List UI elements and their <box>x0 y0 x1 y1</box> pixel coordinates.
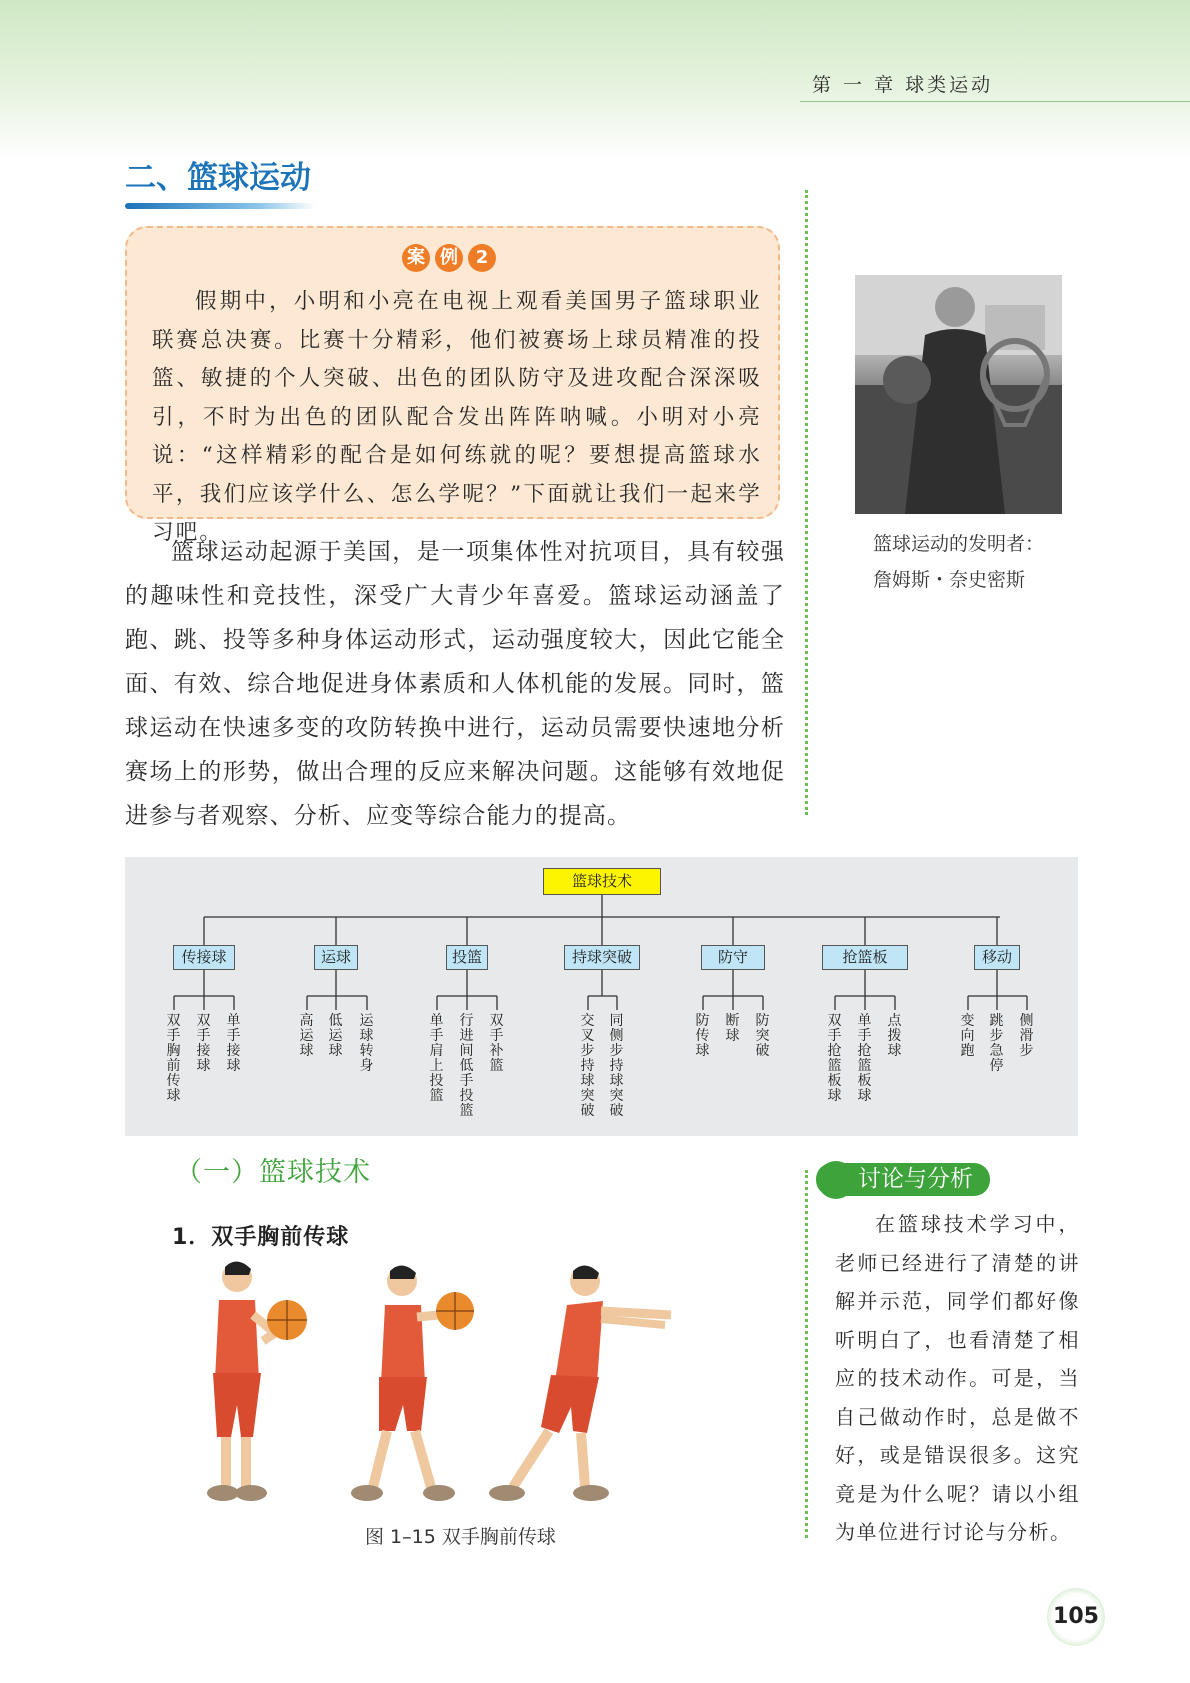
case-badge-number: 2 <box>468 244 496 272</box>
inventor-photo <box>855 275 1062 514</box>
section-underline <box>125 203 315 209</box>
tree-category-defense: 防守 <box>701 945 765 970</box>
chest-pass-illustration <box>195 1255 735 1514</box>
tree-leaf: 防突破 <box>755 1013 770 1059</box>
item-title: 1．双手胸前传球 <box>172 1225 350 1250</box>
technique-tree-diagram <box>125 857 1078 1136</box>
tree-leaf: 防传球 <box>695 1013 710 1059</box>
tree-leaf: 点拨球 <box>887 1013 902 1059</box>
tree-leaf: 跳步急停 <box>989 1013 1004 1074</box>
case-badge <box>402 244 496 272</box>
tree-leaf: 断球 <box>725 1013 740 1044</box>
header-band <box>0 0 1190 160</box>
page-number: 105 <box>1047 1588 1105 1646</box>
header-divider <box>800 101 1190 102</box>
section-title: 二、篮球运动 <box>125 160 311 196</box>
discussion-paragraph: 在篮球技术学习中，老师已经进行了清楚的讲解并示范，同学们都好像听明白了，也看清楚了相应的技术动作。可是，当自己做动作时，总是做不好，或是错误很多。这究竟是为什么呢？请以小组为单位进行讨论与分析。 <box>835 1212 1080 1544</box>
player-pose-2 <box>351 1265 474 1501</box>
tree-leaf: 变向跑 <box>960 1013 975 1059</box>
tree-category-dribble: 运球 <box>314 945 358 970</box>
tree-leaf: 低运球 <box>328 1013 343 1059</box>
photo-caption-line-1: 篮球运动的发明者： <box>873 533 1045 555</box>
subsection-title: （一）篮球技术 <box>175 1157 371 1188</box>
column-divider-bottom <box>805 1170 808 1538</box>
tree-leaf: 单手抢篮板球 <box>857 1013 872 1104</box>
tree-category-move: 移动 <box>974 945 1020 970</box>
tree-leaf: 行进间低手投篮 <box>459 1013 474 1119</box>
tree-leaf: 双手补篮 <box>489 1013 504 1074</box>
tree-leaf: 运球转身 <box>359 1013 374 1074</box>
case-badge-char-1: 案 <box>402 244 430 272</box>
tree-leaf: 单手肩上投篮 <box>429 1013 444 1104</box>
tree-leaf: 同侧步持球突破 <box>609 1013 624 1119</box>
tree-leaf: 高运球 <box>299 1013 314 1059</box>
player-pose-3 <box>489 1265 671 1501</box>
tree-leaf: 交叉步持球突破 <box>580 1013 595 1119</box>
figure-caption: 图 1–15 双手胸前传球 <box>365 1526 556 1548</box>
tree-leaf: 双手胸前传球 <box>166 1013 181 1104</box>
column-divider-top <box>805 190 808 815</box>
tree-leaf: 侧滑步 <box>1019 1013 1034 1059</box>
photo-caption-line-2: 詹姆斯・奈史密斯 <box>873 569 1026 591</box>
case-paragraph: 假期中，小明和小亮在电视上观看美国男子篮球职业联赛总决赛。比赛十分精彩，他们被赛场上球员精准的投篮、敏捷的个人突破、出色的团队防守及进攻配合深深吸引，不时为出色的团队配合发出阵阵呐喊。小明对小亮说：“这样精彩的配合是如何练就的呢？要想提高篮球水平，我们应该学什么、怎么学呢？”下面就让我们一起来学习吧。 <box>152 289 762 545</box>
player-pose-1 <box>207 1261 307 1501</box>
tree-leaf: 双手抢篮板球 <box>827 1013 842 1104</box>
case-badge-char-2: 例 <box>435 244 463 272</box>
tree-root-box: 篮球技术 <box>543 868 661 895</box>
tree-leaf: 单手接球 <box>226 1013 241 1074</box>
tree-leaf: 双手接球 <box>196 1013 211 1074</box>
tree-category-pass-catch: 传接球 <box>173 945 235 970</box>
tree-category-rebound: 抢篮板 <box>822 945 908 970</box>
chapter-title: 第 一 章 球类运动 <box>812 74 994 96</box>
tree-category-drive: 持球突破 <box>564 945 640 970</box>
discussion-badge: 讨论与分析 <box>816 1163 990 1196</box>
tree-category-shoot: 投篮 <box>446 945 488 970</box>
photo-caption <box>873 526 1044 598</box>
intro-paragraph: 篮球运动起源于美国，是一项集体性对抗项目，具有较强的趣味性和竞技性，深受广大青少年喜爱。篮球运动涵盖了跑、跳、投等多种身体运动形式，运动强度较大，因此它能全面、有效、综合地促进身体素质和人体机能的发展。同时，篮球运动在快速多变的攻防转换中进行，运动员需要快速地分析赛场上的形势，做出合理的反应来解决问题。这能够有效地促进参与者观察、分析、应变等综合能力的提高。 <box>125 539 785 829</box>
